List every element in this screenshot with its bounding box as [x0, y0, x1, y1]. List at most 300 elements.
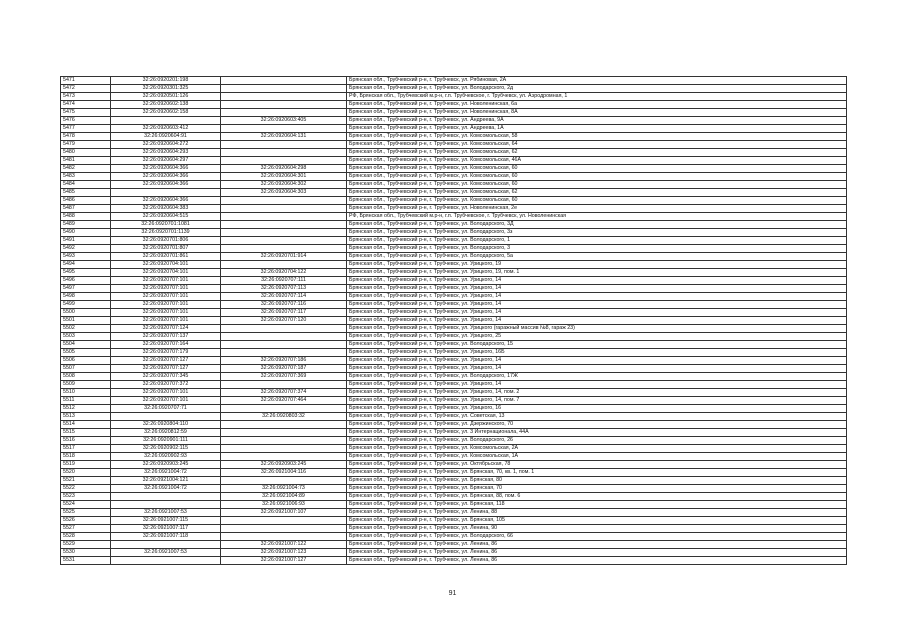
table-row: [61, 501, 847, 509]
object-cadastral-number-cell: 32:26:0920604:303: [221, 189, 347, 197]
row-number-cell: 5471: [61, 77, 111, 85]
land-cadastral-number-cell: 32:26:0920707:101: [111, 285, 221, 293]
address-cell: Брянская обл., Трубчевский р-н, г. Трубчевск, ул. Брянская, 70: [347, 485, 847, 493]
land-cadastral-number-cell: 32:26:0920707:127: [111, 357, 221, 365]
row-number-cell: 5479: [61, 141, 111, 149]
address-cell: Брянская обл., Трубчевский р-н, г. Трубчевск, ул. 3 Интернационала, 44А: [347, 429, 847, 437]
object-cadastral-number-cell: [221, 197, 347, 205]
address-cell: Брянская обл., Трубчевский р-н, г. Трубчевск, ул. Новоленинская, 8А: [347, 109, 847, 117]
table-row: [61, 541, 847, 549]
land-cadastral-number-cell: 32:26:0921007:118: [111, 533, 221, 541]
table-row: [61, 309, 847, 317]
table-row: [61, 261, 847, 269]
object-cadastral-number-cell: [221, 77, 347, 85]
object-cadastral-number-cell: 32:26:0920704:122: [221, 269, 347, 277]
row-number-cell: 5507: [61, 365, 111, 373]
land-cadastral-number-cell: 32:26:0920704:101: [111, 269, 221, 277]
object-cadastral-number-cell: [221, 157, 347, 165]
object-cadastral-number-cell: [221, 141, 347, 149]
row-number-cell: 5517: [61, 445, 111, 453]
address-cell: Брянская обл., Трубчевский р-н, г. Трубчевск, ул. Комсомольская, 46А: [347, 157, 847, 165]
table-row: [61, 141, 847, 149]
table-row: [61, 509, 847, 517]
address-cell: Брянская обл., Трубчевский р-н, г. Трубчевск, ул. Урицкого, 14: [347, 285, 847, 293]
address-cell: Брянская обл., Трубчевский р-н, г. Трубчевск, ул. Комсомольская, 62: [347, 149, 847, 157]
object-cadastral-number-cell: [221, 237, 347, 245]
land-cadastral-number-cell: 32:26:0920707:101: [111, 309, 221, 317]
row-number-cell: 5493: [61, 253, 111, 261]
row-number-cell: 5523: [61, 493, 111, 501]
land-cadastral-number-cell: 32:26:0920604:366: [111, 173, 221, 181]
object-cadastral-number-cell: 32:26:0920707:186: [221, 357, 347, 365]
row-number-cell: 5482: [61, 165, 111, 173]
address-cell: Брянская обл., Трубчевский р-н, г. Трубчевск, ул. Комсомольская, 2А: [347, 445, 847, 453]
table-row: [61, 333, 847, 341]
address-cell: Брянская обл., Трубчевский р-н, г. Трубчевск, ул. Володарского, 2д: [347, 85, 847, 93]
object-cadastral-number-cell: [221, 245, 347, 253]
table-row: [61, 317, 847, 325]
table-row: [61, 189, 847, 197]
row-number-cell: 5497: [61, 285, 111, 293]
row-number-cell: 5492: [61, 245, 111, 253]
land-cadastral-number-cell: 32:26:0921004:121: [111, 477, 221, 485]
row-number-cell: 5528: [61, 533, 111, 541]
address-cell: Брянская обл., Трубчевский р-н, г. Трубчевск, ул. Урицкого, 19: [347, 261, 847, 269]
object-cadastral-number-cell: [221, 437, 347, 445]
object-cadastral-number-cell: [221, 221, 347, 229]
address-cell: РФ, Брянская обл., Трубчевский м.р-н, г.п. Трубчевское, г. Трубчевск, ул. Новоленинская: [347, 213, 847, 221]
object-cadastral-number-cell: 32:26:0920707:111: [221, 277, 347, 285]
land-cadastral-number-cell: 32:26:0920704:101: [111, 261, 221, 269]
row-number-cell: 5494: [61, 261, 111, 269]
land-cadastral-number-cell: 32:26:0921007:53: [111, 549, 221, 557]
address-cell: Брянская обл., Трубчевский р-н, г. Трубчевск, ул. Урицкого, 14: [347, 301, 847, 309]
row-number-cell: 5525: [61, 509, 111, 517]
land-cadastral-number-cell: 32:26:0920903:245: [111, 461, 221, 469]
object-cadastral-number-cell: 32:26:0920903:245: [221, 461, 347, 469]
row-number-cell: 5489: [61, 221, 111, 229]
address-cell: Брянская обл., Трубчевский р-н, г. Трубчевск, ул. Урицкого, 16: [347, 405, 847, 413]
object-cadastral-number-cell: 32:26:0920604:131: [221, 133, 347, 141]
row-number-cell: 5499: [61, 301, 111, 309]
land-cadastral-number-cell: 32:26:0920603:412: [111, 125, 221, 133]
object-cadastral-number-cell: 32:26:0920707:117: [221, 309, 347, 317]
land-cadastral-number-cell: 32:26:0920707:164: [111, 341, 221, 349]
land-cadastral-number-cell: 32:26:0920201:198: [111, 77, 221, 85]
land-cadastral-number-cell: [111, 117, 221, 125]
table-row: [61, 149, 847, 157]
land-cadastral-number-cell: 32:26:0920707:127: [111, 365, 221, 373]
table-row: [61, 237, 847, 245]
address-cell: Брянская обл., Трубчевский р-н, г. Трубчевск, ул. Володарского, 26: [347, 437, 847, 445]
table-row: [61, 485, 847, 493]
address-cell: Брянская обл., Трубчевский р-н, г. Трубчевск, ул. Октябрьская, 78: [347, 461, 847, 469]
table-row: [61, 405, 847, 413]
row-number-cell: 5486: [61, 197, 111, 205]
land-cadastral-number-cell: [111, 413, 221, 421]
table-row: [61, 373, 847, 381]
table-row: [61, 389, 847, 397]
row-number-cell: 5502: [61, 325, 111, 333]
row-number-cell: 5510: [61, 389, 111, 397]
land-cadastral-number-cell: 32:26:0920707:101: [111, 397, 221, 405]
row-number-cell: 5487: [61, 205, 111, 213]
row-number-cell: 5481: [61, 157, 111, 165]
address-cell: Брянская обл., Трубчевский р-н, г. Трубчевск, ул. Володарского, 3Д: [347, 221, 847, 229]
address-cell: Брянская обл., Трубчевский р-н, г. Трубчевск, ул. Володарского, 1: [347, 237, 847, 245]
object-cadastral-number-cell: 32:26:0920707:116: [221, 301, 347, 309]
object-cadastral-number-cell: 32:26:0921007:107: [221, 509, 347, 517]
register-table-body: [61, 77, 847, 565]
address-cell: Брянская обл., Трубчевский р-н, г. Трубчевск, ул. Урицкого, 14: [347, 357, 847, 365]
address-cell: Брянская обл., Трубчевский р-н, г. Трубчевск, ул. Андреева, 1А: [347, 125, 847, 133]
address-cell: Брянская обл., Трубчевский р-н, г. Трубчевск, ул. Урицкого, 14: [347, 277, 847, 285]
object-cadastral-number-cell: 32:26:0921007:127: [221, 557, 347, 565]
land-cadastral-number-cell: 32:26:0920604:515: [111, 213, 221, 221]
table-row: [61, 357, 847, 365]
table-row: [61, 453, 847, 461]
address-cell: Брянская обл., Трубчевский р-н, г. Трубчевск, ул. Новоленинская, 2е: [347, 205, 847, 213]
address-cell: Брянская обл., Трубчевский р-н, г. Трубчевск, ул. Урицкого, 14: [347, 309, 847, 317]
land-cadastral-number-cell: 32:26:0920902:115: [111, 445, 221, 453]
row-number-cell: 5515: [61, 429, 111, 437]
address-cell: Брянская обл., Трубчевский р-н, г. Трубчевск, ул. Ленина, 86: [347, 541, 847, 549]
object-cadastral-number-cell: [221, 477, 347, 485]
address-cell: Брянская обл., Трубчевский р-н, г. Трубчевск, ул. Рябиновая, 2А: [347, 77, 847, 85]
address-cell: Брянская обл., Трубчевский р-н, г. Трубчевск, ул. Дзержинского, 70: [347, 421, 847, 429]
address-cell: Брянская обл., Трубчевский р-н, г. Трубчевск, ул. Ленина, 88: [347, 509, 847, 517]
address-cell: Брянская обл., Трубчевский р-н, г. Трубчевск, ул. Ленина, 90: [347, 525, 847, 533]
address-cell: Брянская обл., Трубчевский р-н, г. Трубчевск, ул. Урицкого (гаражный массив №8, гараж 23): [347, 325, 847, 333]
land-cadastral-number-cell: 32:26:0920707:124: [111, 325, 221, 333]
table-row: [61, 117, 847, 125]
object-cadastral-number-cell: [221, 101, 347, 109]
table-row: [61, 213, 847, 221]
address-cell: Брянская обл., Трубчевский р-н, г. Трубчевск, ул. Урицкого, 19, пом. 1: [347, 269, 847, 277]
land-cadastral-number-cell: [111, 557, 221, 565]
object-cadastral-number-cell: 32:26:0921007:122: [221, 541, 347, 549]
object-cadastral-number-cell: 32:26:0920707:120: [221, 317, 347, 325]
land-cadastral-number-cell: 32:26:0920701:861: [111, 253, 221, 261]
address-cell: Брянская обл., Трубчевский р-н, г. Трубчевск, ул. Комсомольская, 1А: [347, 453, 847, 461]
land-cadastral-number-cell: 32:26:0920501:126: [111, 93, 221, 101]
land-cadastral-number-cell: 32:26:0920707:137: [111, 333, 221, 341]
land-cadastral-number-cell: 32:26:0920701:806: [111, 237, 221, 245]
object-cadastral-number-cell: 32:26:0920707:114: [221, 293, 347, 301]
table-row: [61, 413, 847, 421]
land-cadastral-number-cell: 32:26:0920707:345: [111, 373, 221, 381]
land-cadastral-number-cell: [111, 541, 221, 549]
row-number-cell: 5474: [61, 101, 111, 109]
row-number-cell: 5488: [61, 213, 111, 221]
table-row: [61, 157, 847, 165]
address-cell: Брянская обл., Трубчевский р-н, г. Трубчевск, ул. Урицкого, 16Б: [347, 349, 847, 357]
row-number-cell: 5483: [61, 173, 111, 181]
row-number-cell: 5496: [61, 277, 111, 285]
address-cell: Брянская обл., Трубчевский р-н, г. Трубчевск, ул. Брянская, 80: [347, 477, 847, 485]
land-cadastral-number-cell: 32:26:0920707:101: [111, 317, 221, 325]
object-cadastral-number-cell: 32:26:0920707:187: [221, 365, 347, 373]
row-number-cell: 5514: [61, 421, 111, 429]
object-cadastral-number-cell: [221, 421, 347, 429]
register-table: [60, 76, 847, 565]
table-row: [61, 365, 847, 373]
table-row: [61, 269, 847, 277]
object-cadastral-number-cell: [221, 325, 347, 333]
address-cell: Брянская обл., Трубчевский р-н, г. Трубчевск, ул. Володарского, 17Ж: [347, 373, 847, 381]
row-number-cell: 5530: [61, 549, 111, 557]
row-number-cell: 5526: [61, 517, 111, 525]
table-row: [61, 549, 847, 557]
table-row: [61, 245, 847, 253]
address-cell: Брянская обл., Трубчевский р-н, г. Трубчевск, ул. Урицкого, 14: [347, 365, 847, 373]
row-number-cell: 5503: [61, 333, 111, 341]
address-cell: Брянская обл., Трубчевский р-н, г. Трубчевск, ул. Володарского, 3з: [347, 229, 847, 237]
table-row: [61, 181, 847, 189]
table-row: [61, 109, 847, 117]
address-cell: Брянская обл., Трубчевский р-н, г. Трубчевск, ул. Советская, 13: [347, 413, 847, 421]
address-cell: Брянская обл., Трубчевский р-н, г. Трубчевск, ул. Брянская, 70, кв. 1, пом. 1: [347, 469, 847, 477]
land-cadastral-number-cell: [111, 493, 221, 501]
object-cadastral-number-cell: 32:26:0920603:405: [221, 117, 347, 125]
table-row: [61, 493, 847, 501]
address-cell: Брянская обл., Трубчевский р-н, г. Трубчевск, ул. Комсомольская, 62: [347, 189, 847, 197]
table-row: [61, 229, 847, 237]
object-cadastral-number-cell: 32:26:0921004:73: [221, 485, 347, 493]
object-cadastral-number-cell: 32:26:0920604:302: [221, 181, 347, 189]
land-cadastral-number-cell: 32:26:0920901:111: [111, 437, 221, 445]
table-row: [61, 421, 847, 429]
table-row: [61, 133, 847, 141]
object-cadastral-number-cell: [221, 125, 347, 133]
object-cadastral-number-cell: [221, 93, 347, 101]
land-cadastral-number-cell: 32:26:0920701:1081: [111, 221, 221, 229]
object-cadastral-number-cell: 32:26:0921004:89: [221, 493, 347, 501]
land-cadastral-number-cell: 32:26:0920804:110: [111, 421, 221, 429]
address-cell: Брянская обл., Трубчевский р-н, г. Трубчевск, ул. Урицкого, 14: [347, 317, 847, 325]
address-cell: Брянская обл., Трубчевский р-н, г. Трубчевск, ул. Андреева, 9А: [347, 117, 847, 125]
object-cadastral-number-cell: [221, 445, 347, 453]
object-cadastral-number-cell: [221, 453, 347, 461]
row-number-cell: 5520: [61, 469, 111, 477]
address-cell: Брянская обл., Трубчевский р-н, г. Трубчевск, ул. Володарского, 15: [347, 341, 847, 349]
land-cadastral-number-cell: 32:26:0920301:325: [111, 85, 221, 93]
land-cadastral-number-cell: 32:26:0920902:93: [111, 453, 221, 461]
address-cell: Брянская обл., Трубчевский р-н, г. Трубчевск, ул. Брянская, 88, пом. 6: [347, 493, 847, 501]
table-row: [61, 197, 847, 205]
table-row: [61, 349, 847, 357]
land-cadastral-number-cell: 32:26:0921007:115: [111, 517, 221, 525]
row-number-cell: 5508: [61, 373, 111, 381]
land-cadastral-number-cell: 32:26:0920707:372: [111, 381, 221, 389]
row-number-cell: 5506: [61, 357, 111, 365]
table-row: [61, 293, 847, 301]
object-cadastral-number-cell: 32:26:0920604:298: [221, 165, 347, 173]
row-number-cell: 5498: [61, 293, 111, 301]
table-row: [61, 341, 847, 349]
address-cell: Брянская обл., Трубчевский р-н, г. Трубчевск, ул. Новоленинская, 6а: [347, 101, 847, 109]
address-cell: Брянская обл., Трубчевский р-н, г. Трубчевск, ул. Комсомольская, 64: [347, 141, 847, 149]
land-cadastral-number-cell: 32:26:0920701:807: [111, 245, 221, 253]
table-row: [61, 285, 847, 293]
object-cadastral-number-cell: [221, 109, 347, 117]
object-cadastral-number-cell: [221, 533, 347, 541]
land-cadastral-number-cell: 32:26:0920707:179: [111, 349, 221, 357]
table-row: [61, 253, 847, 261]
row-number-cell: 5511: [61, 397, 111, 405]
land-cadastral-number-cell: 32:26:0920707:101: [111, 389, 221, 397]
land-cadastral-number-cell: 32:26:0920604:383: [111, 205, 221, 213]
object-cadastral-number-cell: [221, 229, 347, 237]
table-row: [61, 517, 847, 525]
table-row: [61, 437, 847, 445]
row-number-cell: 5500: [61, 309, 111, 317]
row-number-cell: 5472: [61, 85, 111, 93]
address-cell: Брянская обл., Трубчевский р-н, г. Трубчевск, ул. Володарского, 3: [347, 245, 847, 253]
row-number-cell: 5501: [61, 317, 111, 325]
address-cell: Брянская обл., Трубчевский р-н, г. Трубчевск, ул. Ленина, 86: [347, 549, 847, 557]
row-number-cell: 5478: [61, 133, 111, 141]
land-cadastral-number-cell: 32:26:0920604:91: [111, 133, 221, 141]
object-cadastral-number-cell: [221, 525, 347, 533]
table-row: [61, 469, 847, 477]
row-number-cell: 5518: [61, 453, 111, 461]
land-cadastral-number-cell: 32:26:0920707:101: [111, 277, 221, 285]
table-row: [61, 165, 847, 173]
table-row: [61, 93, 847, 101]
table-row: [61, 77, 847, 85]
row-number-cell: 5475: [61, 109, 111, 117]
table-row: [61, 325, 847, 333]
land-cadastral-number-cell: [111, 189, 221, 197]
row-number-cell: 5491: [61, 237, 111, 245]
land-cadastral-number-cell: 32:26:0921004:72: [111, 485, 221, 493]
row-number-cell: 5509: [61, 381, 111, 389]
address-cell: Брянская обл., Трубчевский р-н, г. Трубчевск, ул. Володарского, 5а: [347, 253, 847, 261]
object-cadastral-number-cell: [221, 517, 347, 525]
land-cadastral-number-cell: 32:26:0921007:117: [111, 525, 221, 533]
object-cadastral-number-cell: [221, 405, 347, 413]
address-cell: Брянская обл., Трубчевский р-н, г. Трубчевск, ул. Комсомольская, 60: [347, 197, 847, 205]
row-number-cell: 5477: [61, 125, 111, 133]
table-row: [61, 301, 847, 309]
table-row: [61, 85, 847, 93]
land-cadastral-number-cell: 32:26:0920604:272: [111, 141, 221, 149]
table-row: [61, 381, 847, 389]
row-number-cell: 5512: [61, 405, 111, 413]
object-cadastral-number-cell: 32:26:0921007:123: [221, 549, 347, 557]
table-row: [61, 557, 847, 565]
land-cadastral-number-cell: 32:26:0920707:101: [111, 301, 221, 309]
address-cell: РФ, Брянская обл., Трубчевский м.р-н, г.п. Трубчевское, г. Трубчевск, ул. Аэродромная, 1: [347, 93, 847, 101]
row-number-cell: 5513: [61, 413, 111, 421]
row-number-cell: 5484: [61, 181, 111, 189]
object-cadastral-number-cell: 32:26:0920707:464: [221, 397, 347, 405]
row-number-cell: 5519: [61, 461, 111, 469]
object-cadastral-number-cell: [221, 341, 347, 349]
address-cell: Брянская обл., Трубчевский р-н, г. Трубчевск, ул. Урицкого, 14: [347, 381, 847, 389]
row-number-cell: 5516: [61, 437, 111, 445]
address-cell: Брянская обл., Трубчевский р-н, г. Трубчевск, ул. Комсомольская, 60: [347, 165, 847, 173]
land-cadastral-number-cell: 32:26:0920604:366: [111, 181, 221, 189]
address-cell: Брянская обл., Трубчевский р-н, г. Трубчевск, ул. Комсомольская, 60: [347, 181, 847, 189]
address-cell: Брянская обл., Трубчевский р-н, г. Трубчевск, ул. Комсомольская, 60: [347, 173, 847, 181]
object-cadastral-number-cell: 32:26:0920604:301: [221, 173, 347, 181]
land-cadastral-number-cell: 32:26:0920604:366: [111, 165, 221, 173]
table-row: [61, 445, 847, 453]
address-cell: Брянская обл., Трубчевский р-н, г. Трубчевск, ул. Брянская, 105: [347, 517, 847, 525]
land-cadastral-number-cell: 32:26:0920604:297: [111, 157, 221, 165]
row-number-cell: 5495: [61, 269, 111, 277]
object-cadastral-number-cell: [221, 349, 347, 357]
land-cadastral-number-cell: 32:26:0921007:53: [111, 509, 221, 517]
object-cadastral-number-cell: 32:26:0920707:113: [221, 285, 347, 293]
object-cadastral-number-cell: 32:26:0921006:93: [221, 501, 347, 509]
row-number-cell: 5505: [61, 349, 111, 357]
land-cadastral-number-cell: 32:26:0921004:72: [111, 469, 221, 477]
address-cell: Брянская обл., Трубчевский р-н, г. Трубчевск, ул. Володарского, 66: [347, 533, 847, 541]
address-cell: Брянская обл., Трубчевский р-н, г. Трубчевск, ул. Урицкого, 25: [347, 333, 847, 341]
object-cadastral-number-cell: 32:26:0920701:914: [221, 253, 347, 261]
object-cadastral-number-cell: 32:26:0920707:369: [221, 373, 347, 381]
row-number-cell: 5529: [61, 541, 111, 549]
address-cell: Брянская обл., Трубчевский р-н, г. Трубчевск, ул. Комсомольская, 58: [347, 133, 847, 141]
object-cadastral-number-cell: 32:26:0920707:374: [221, 389, 347, 397]
table-row: [61, 277, 847, 285]
address-cell: Брянская обл., Трубчевский р-н, г. Трубчевск, ул. Брянская, 118: [347, 501, 847, 509]
table-row: [61, 205, 847, 213]
table-row: [61, 101, 847, 109]
land-cadastral-number-cell: 32:26:0920812:59: [111, 429, 221, 437]
land-cadastral-number-cell: 32:26:0920604:366: [111, 197, 221, 205]
table-row: [61, 533, 847, 541]
land-cadastral-number-cell: 32:26:0920604:293: [111, 149, 221, 157]
table-row: [61, 397, 847, 405]
row-number-cell: 5490: [61, 229, 111, 237]
row-number-cell: 5531: [61, 557, 111, 565]
land-cadastral-number-cell: 32:26:0920707:101: [111, 293, 221, 301]
row-number-cell: 5527: [61, 525, 111, 533]
page-number: 91: [448, 590, 457, 597]
object-cadastral-number-cell: [221, 381, 347, 389]
land-cadastral-number-cell: 32:26:0920602:138: [111, 101, 221, 109]
row-number-cell: 5476: [61, 117, 111, 125]
table-row: [61, 173, 847, 181]
object-cadastral-number-cell: [221, 205, 347, 213]
object-cadastral-number-cell: [221, 261, 347, 269]
table-row: [61, 461, 847, 469]
table-row: [61, 525, 847, 533]
table-row: [61, 477, 847, 485]
land-cadastral-number-cell: 32:26:0920602:158: [111, 109, 221, 117]
address-cell: Брянская обл., Трубчевский р-н, г. Трубчевск, ул. Урицкого, 14, пом. 2: [347, 389, 847, 397]
row-number-cell: 5524: [61, 501, 111, 509]
object-cadastral-number-cell: [221, 213, 347, 221]
table-row: [61, 125, 847, 133]
land-cadastral-number-cell: 32:26:0920707:71: [111, 405, 221, 413]
object-cadastral-number-cell: [221, 85, 347, 93]
object-cadastral-number-cell: 32:26:0921004:116: [221, 469, 347, 477]
object-cadastral-number-cell: [221, 333, 347, 341]
row-number-cell: 5521: [61, 477, 111, 485]
object-cadastral-number-cell: 32:26:0920803:32: [221, 413, 347, 421]
row-number-cell: 5485: [61, 189, 111, 197]
land-cadastral-number-cell: [111, 501, 221, 509]
land-cadastral-number-cell: 32:26:0920701:1139: [111, 229, 221, 237]
row-number-cell: 5504: [61, 341, 111, 349]
address-cell: Брянская обл., Трубчевский р-н, г. Трубчевск, ул. Урицкого, 14, пом. 7: [347, 397, 847, 405]
object-cadastral-number-cell: [221, 149, 347, 157]
